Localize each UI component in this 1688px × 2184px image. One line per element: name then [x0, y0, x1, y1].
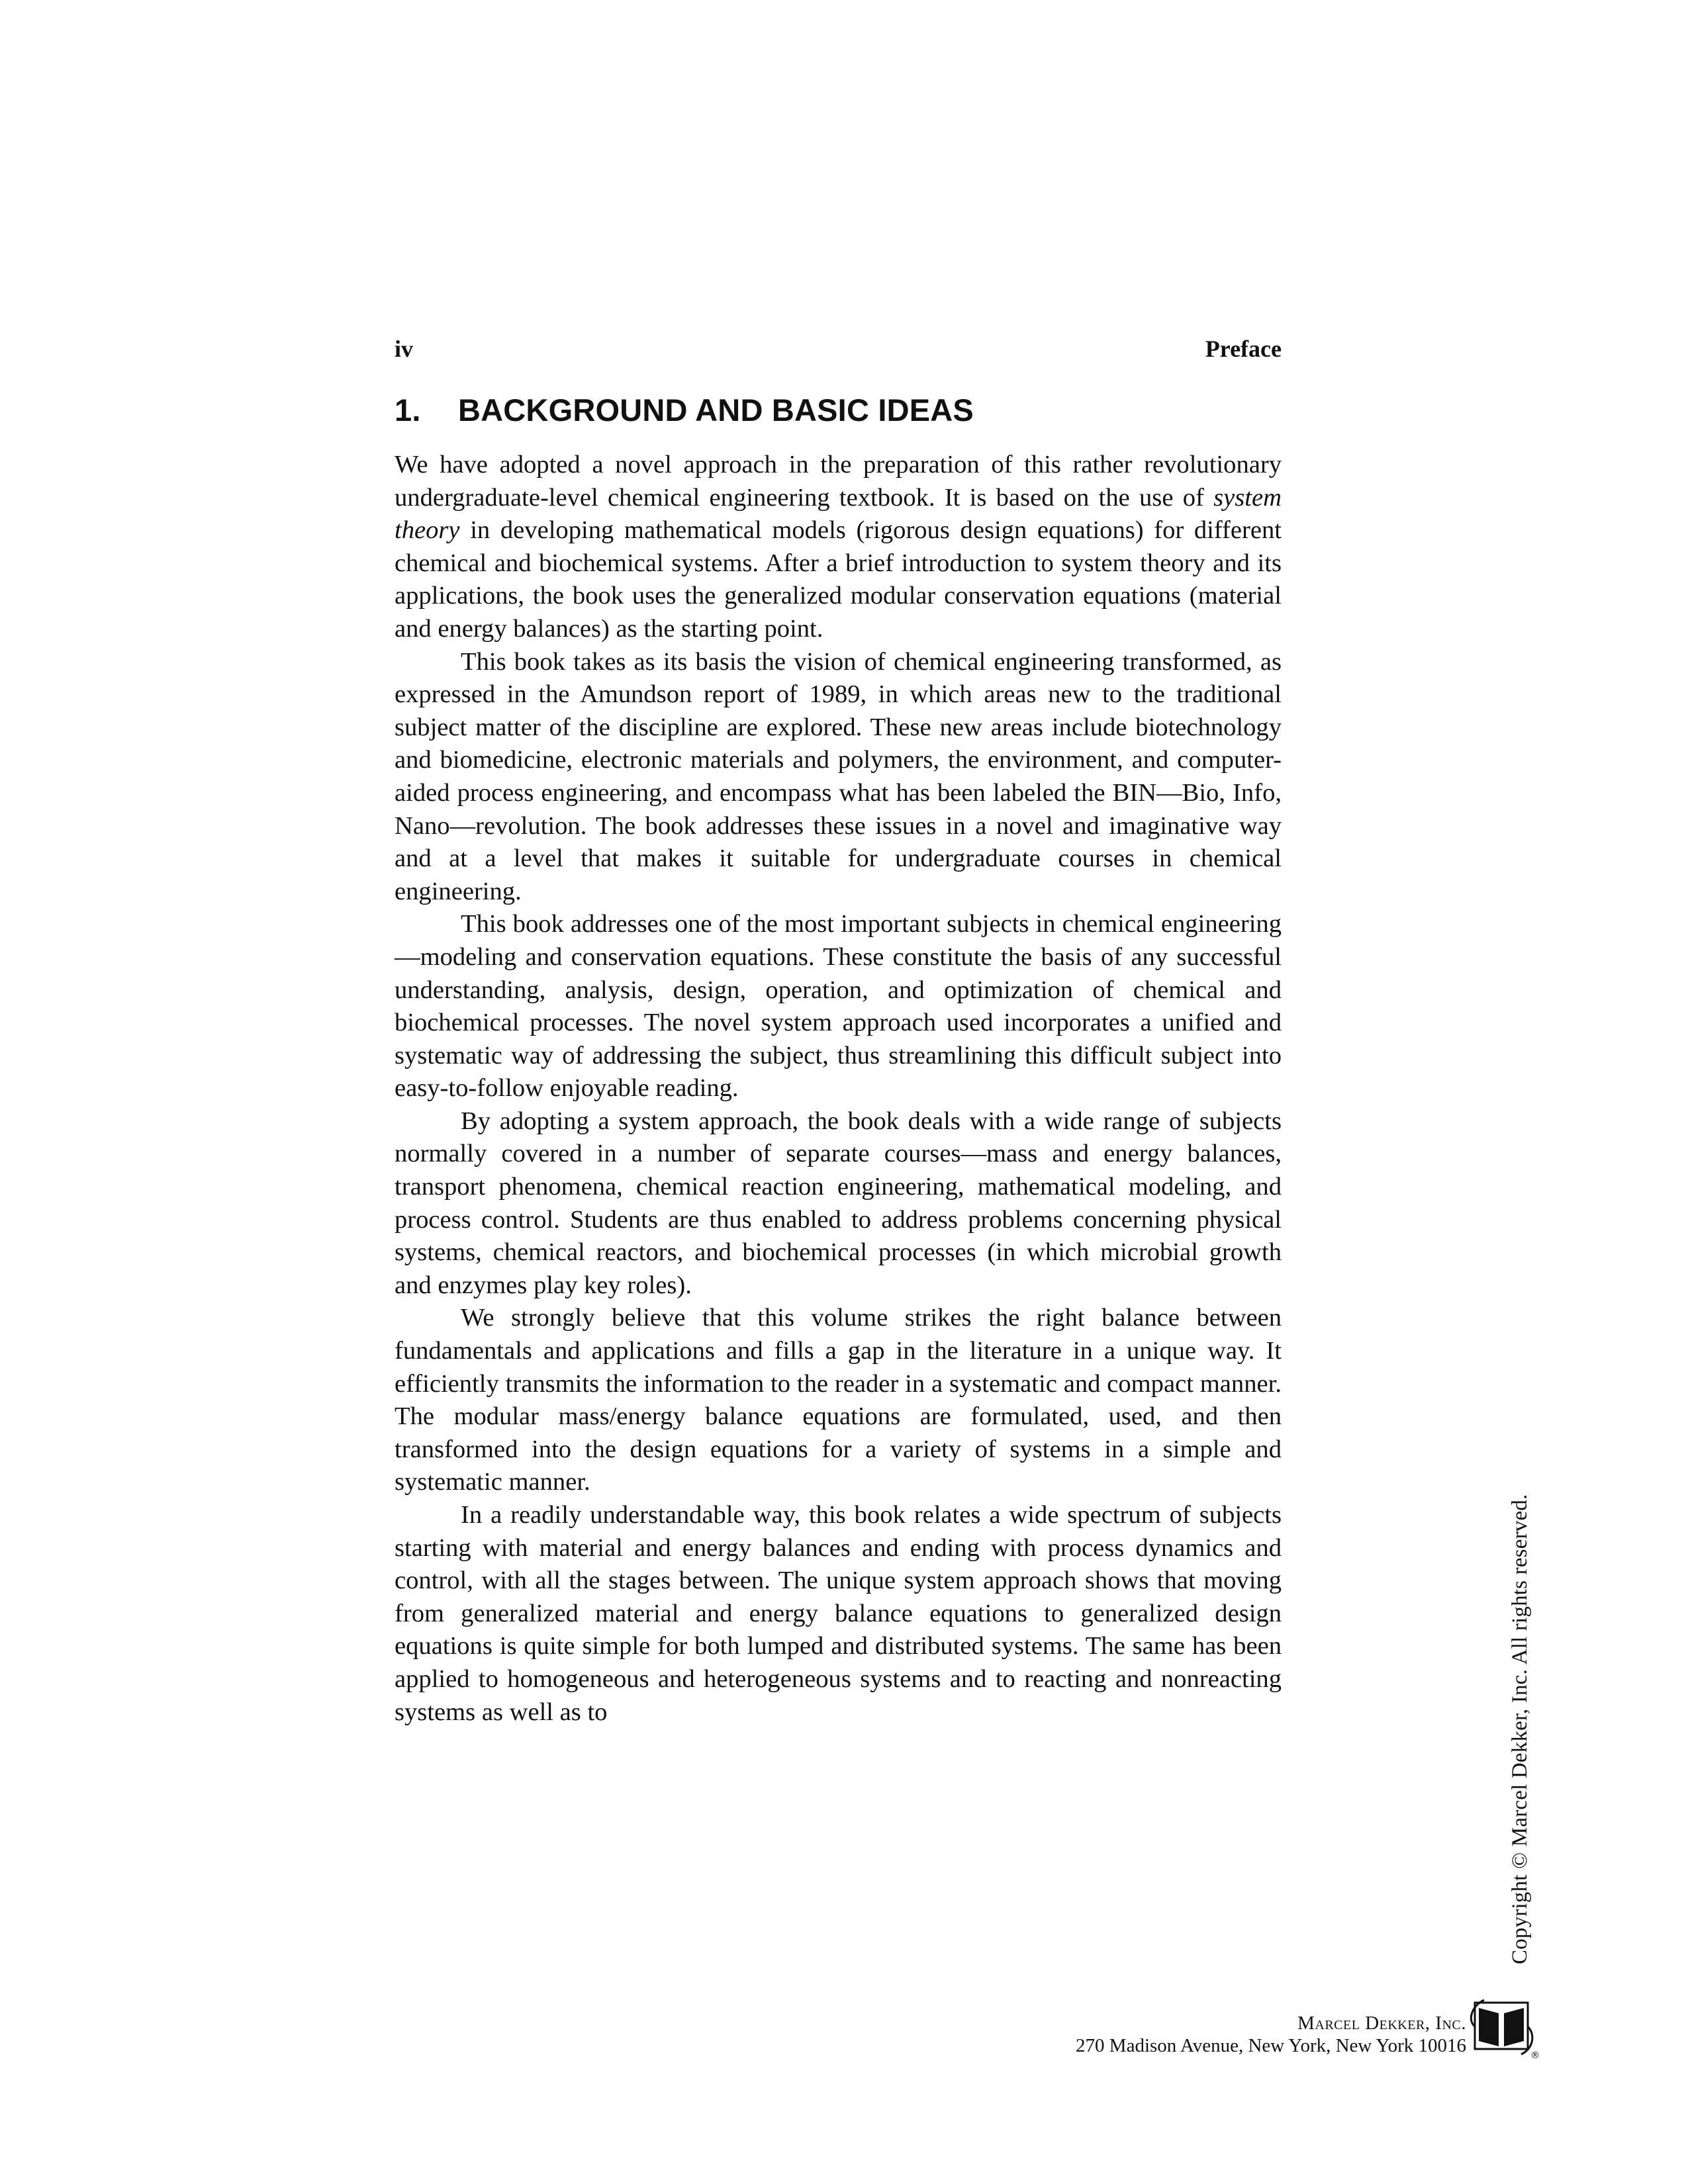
paragraph-1-italic-term: system theory [395, 483, 1282, 545]
page-number: iv [395, 336, 414, 362]
running-header [395, 335, 1282, 375]
running-title: Preface [1205, 336, 1282, 362]
publisher-imprint [993, 2012, 1466, 2057]
registered-mark: ® [1530, 2050, 1540, 2060]
copyright-notice: Copyright © Marcel Dekker, Inc. All rights reserved. [1508, 1494, 1532, 1964]
publisher-name: Marcel Dekker, Inc. [1297, 2013, 1466, 2034]
paragraph-3: This book addresses one of the most important subjects in chemical engineering—modeling and conservation equations. These constitute the basis of any successful understanding, analysis, design, operation, and optimization of chemical and biochemical processes. The novel system approach used incorporates a unified and systematic way of addressing the subject, thus streamlining this difficult subject into easy-to-follow enjoyable reading. [395, 910, 1282, 1103]
paragraph-1 [395, 449, 1282, 646]
body-text [395, 449, 1282, 1729]
section-title: BACKGROUND AND BASIC IDEAS [458, 392, 974, 428]
paragraph-1-after-italic: in developing mathematical models (rigorous design equations) for different chemical and biochemical systems. After a brief introduction to system theory and its applications, the book uses the generalized modular conservation equations (material and energy balances) as the starting point. [395, 516, 1282, 643]
publisher-address: 270 Madison Avenue, New York, New York 10016 [1076, 2035, 1466, 2056]
paragraph-2: This book takes as its basis the vision of chemical engineering transformed, as expressed in the Amundson report of 1989, in which areas new to the traditional subject matter of the discipline are explored. These new areas include biotechnology and biomedicine, electronic materials and polymers, the environment, and computer-aided process engineering, and encompass what has been labeled the BIN—Bio, Info, Nano—revolution. The book addresses these issues in a novel and imaginative way and at a level that makes it suitable for undergraduate courses in chemical engineering. [395, 647, 1282, 905]
section-number: 1. [395, 392, 421, 428]
paragraph-6: In a readily understandable way, this book relates a wide spectrum of subjects starting with material and energy balances and ending with process dynamics and control, with all the stages between. The unique system approach shows that moving from generalized material and energy balance equations to generalized design equations is quite simple for both lumped and distributed systems. The same has been applied to homogeneous and heterogeneous systems and to reacting and nonreacting systems as well as to [395, 1501, 1282, 1726]
paragraph-5: We strongly believe that this volume strikes the right balance between fundamentals and applications and fills a gap in the literature in a unique way. It efficiently transmits the information to the reader in a systematic and compact manner. The modular mass/energy balance equations are formulated, used, and then transformed into the design equations for a variety of systems in a simple and systematic manner. [395, 1304, 1282, 1496]
publisher-logo-icon [1470, 1993, 1542, 2060]
paragraph-4: By adopting a system approach, the book deals with a wide range of subjects normally covered in a number of separate courses—mass and energy balances, transport phenomena, chemical reaction engineering, mathematical modeling, and process control. Students are thus enabled to address problems concerning physical systems, chemical reactors, and biochemical processes (in which microbial growth and enzymes play key roles). [395, 1107, 1282, 1299]
section-heading [395, 392, 1282, 428]
paragraph-1-before-italic: We have adopted a novel approach in the preparation of this rather revolutionary undergraduate-level chemical engineering textbook. It is based on the use of [395, 451, 1282, 512]
